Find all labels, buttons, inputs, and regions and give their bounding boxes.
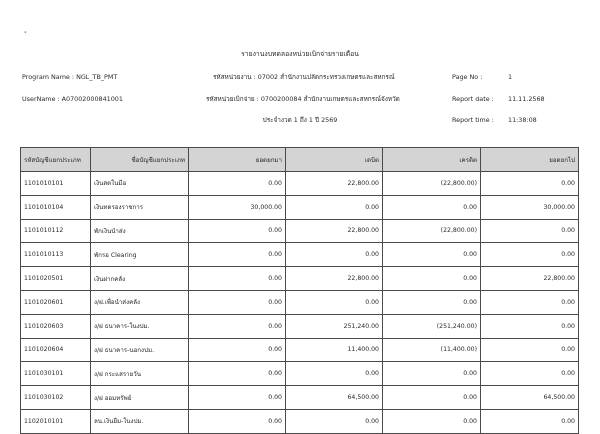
cell-account-name: เงินสดในมือ: [91, 172, 189, 196]
cell-debit: 22,800.00: [286, 172, 383, 196]
col-credit: เครดิต: [383, 148, 481, 172]
table-header-row: [21, 148, 579, 172]
username: UserName : A07002000841001: [22, 95, 123, 103]
table-row: [21, 243, 579, 267]
col-debit: เดบิต: [286, 148, 383, 172]
cell-credit: 0.00: [383, 386, 481, 410]
cell-debit: 11,400.00: [286, 338, 383, 362]
col-closing-balance: ยอดยกไป: [481, 148, 579, 172]
cell-debit: 0.00: [286, 195, 383, 219]
cell-credit: 0.00: [383, 409, 481, 433]
cell-opening-balance: 0.00: [189, 243, 286, 267]
report-date-label: Report date :: [452, 95, 494, 103]
table-row: [21, 290, 579, 314]
table-row: [21, 267, 579, 291]
cell-closing-balance: 0.00: [481, 219, 579, 243]
cell-closing-balance: 0.00: [481, 314, 579, 338]
cell-account-name: เงินฝากคลัง: [91, 267, 189, 291]
cell-account-code: 1101020603: [21, 314, 91, 338]
corner-mark: *: [24, 31, 27, 37]
cell-debit: 0.00: [286, 290, 383, 314]
cell-account-name: ง/ฝ ธนาคาร-นอกงปม.: [91, 338, 189, 362]
cell-opening-balance: 0.00: [189, 409, 286, 433]
cell-account-name: ลน.เงินยืม-ในงปม.: [91, 409, 189, 433]
cell-credit: (11,400.00): [383, 338, 481, 362]
table-row: [21, 314, 579, 338]
table-row: [21, 409, 579, 433]
cell-closing-balance: 22,800.00: [481, 267, 579, 291]
cell-account-name: ง/ฝ ธนาคาร-ในงปม.: [91, 314, 189, 338]
table-row: [21, 219, 579, 243]
cell-opening-balance: 0.00: [189, 362, 286, 386]
page-number-label: Page No :: [452, 73, 483, 81]
table-row: [21, 195, 579, 219]
cell-closing-balance: 0.00: [481, 172, 579, 196]
cell-debit: 0.00: [286, 409, 383, 433]
cell-account-code: 1102010101: [21, 409, 91, 433]
col-account-name: ชื่อบัญชีแยกประเภท: [91, 148, 189, 172]
cell-account-name: ง/ฝ.เพื่อนำส่งคลัง: [91, 290, 189, 314]
table-row: [21, 362, 579, 386]
cell-opening-balance: 0.00: [189, 267, 286, 291]
program-name: Program Name : NGL_TB_PMT: [22, 73, 118, 81]
cell-account-code: 1101030101: [21, 362, 91, 386]
disbursing-unit: รหัสหน่วยเบิกจ่าย : 0700200084 สำนักงานเกษตรและสหกรณ์จังหวัด: [206, 95, 400, 103]
cell-account-name: ง/ฝ ออมทรัพย์: [91, 386, 189, 410]
cell-account-code: 1101010112: [21, 219, 91, 243]
cell-credit: 0.00: [383, 243, 481, 267]
cell-debit: 0.00: [286, 362, 383, 386]
page-number-value: 1: [508, 73, 513, 81]
cell-credit: 0.00: [383, 362, 481, 386]
cell-closing-balance: 0.00: [481, 409, 579, 433]
cell-account-name: ง/ฝ กระแสรายวัน: [91, 362, 189, 386]
cell-account-name: เงินทดรองราชการ: [91, 195, 189, 219]
trial-balance-table: [20, 147, 579, 434]
cell-opening-balance: 0.00: [189, 386, 286, 410]
cell-account-name: พักเงินนำส่ง: [91, 219, 189, 243]
cell-opening-balance: 0.00: [189, 314, 286, 338]
cell-debit: 64,500.00: [286, 386, 383, 410]
cell-debit: 22,800.00: [286, 219, 383, 243]
cell-credit: (22,800.00): [383, 219, 481, 243]
col-account-code: รหัสบัญชีแยกประเภท: [21, 148, 91, 172]
cell-closing-balance: 0.00: [481, 290, 579, 314]
cell-account-code: 1101010101: [21, 172, 91, 196]
report-date-value: 11.11.2568: [508, 95, 545, 103]
cell-opening-balance: 0.00: [189, 172, 286, 196]
cell-opening-balance: 0.00: [189, 338, 286, 362]
table-row: [21, 172, 579, 196]
report-title: รายงานงบทดลองหน่วยเบิกจ่ายรายเดือน: [241, 50, 359, 58]
cell-credit: (251,240.00): [383, 314, 481, 338]
cell-account-code: 1101010113: [21, 243, 91, 267]
table-row: [21, 338, 579, 362]
cell-opening-balance: 30,000.00: [189, 195, 286, 219]
cell-opening-balance: 0.00: [189, 290, 286, 314]
cell-account-code: 1101020501: [21, 267, 91, 291]
cell-closing-balance: 0.00: [481, 338, 579, 362]
report-time-value: 11:38:08: [508, 116, 537, 124]
report-period: ประจำงวด 1 ถึง 1 ปี 2569: [262, 116, 338, 124]
table-row: [21, 386, 579, 410]
cell-opening-balance: 0.00: [189, 219, 286, 243]
cell-debit: 251,240.00: [286, 314, 383, 338]
cell-credit: (22,800.00): [383, 172, 481, 196]
cell-closing-balance: 0.00: [481, 243, 579, 267]
cell-debit: 0.00: [286, 243, 383, 267]
cell-closing-balance: 30,000.00: [481, 195, 579, 219]
cell-closing-balance: 64,500.00: [481, 386, 579, 410]
cell-closing-balance: 0.00: [481, 362, 579, 386]
cell-account-name: พักรอ Clearing: [91, 243, 189, 267]
cell-account-code: 1101030102: [21, 386, 91, 410]
cell-credit: 0.00: [383, 290, 481, 314]
cell-account-code: 1101020601: [21, 290, 91, 314]
report-time-label: Report time :: [452, 116, 494, 124]
cell-credit: 0.00: [383, 267, 481, 291]
agency-code: รหัสหน่วยงาน : 07002 สำนักงานปลัดกระทรวงเกษตรและสหกรณ์: [213, 73, 395, 81]
col-opening-balance: ยอดยกมา: [189, 148, 286, 172]
cell-account-code: 1101010104: [21, 195, 91, 219]
cell-credit: 0.00: [383, 195, 481, 219]
cell-account-code: 1101020604: [21, 338, 91, 362]
cell-debit: 22,800.00: [286, 267, 383, 291]
